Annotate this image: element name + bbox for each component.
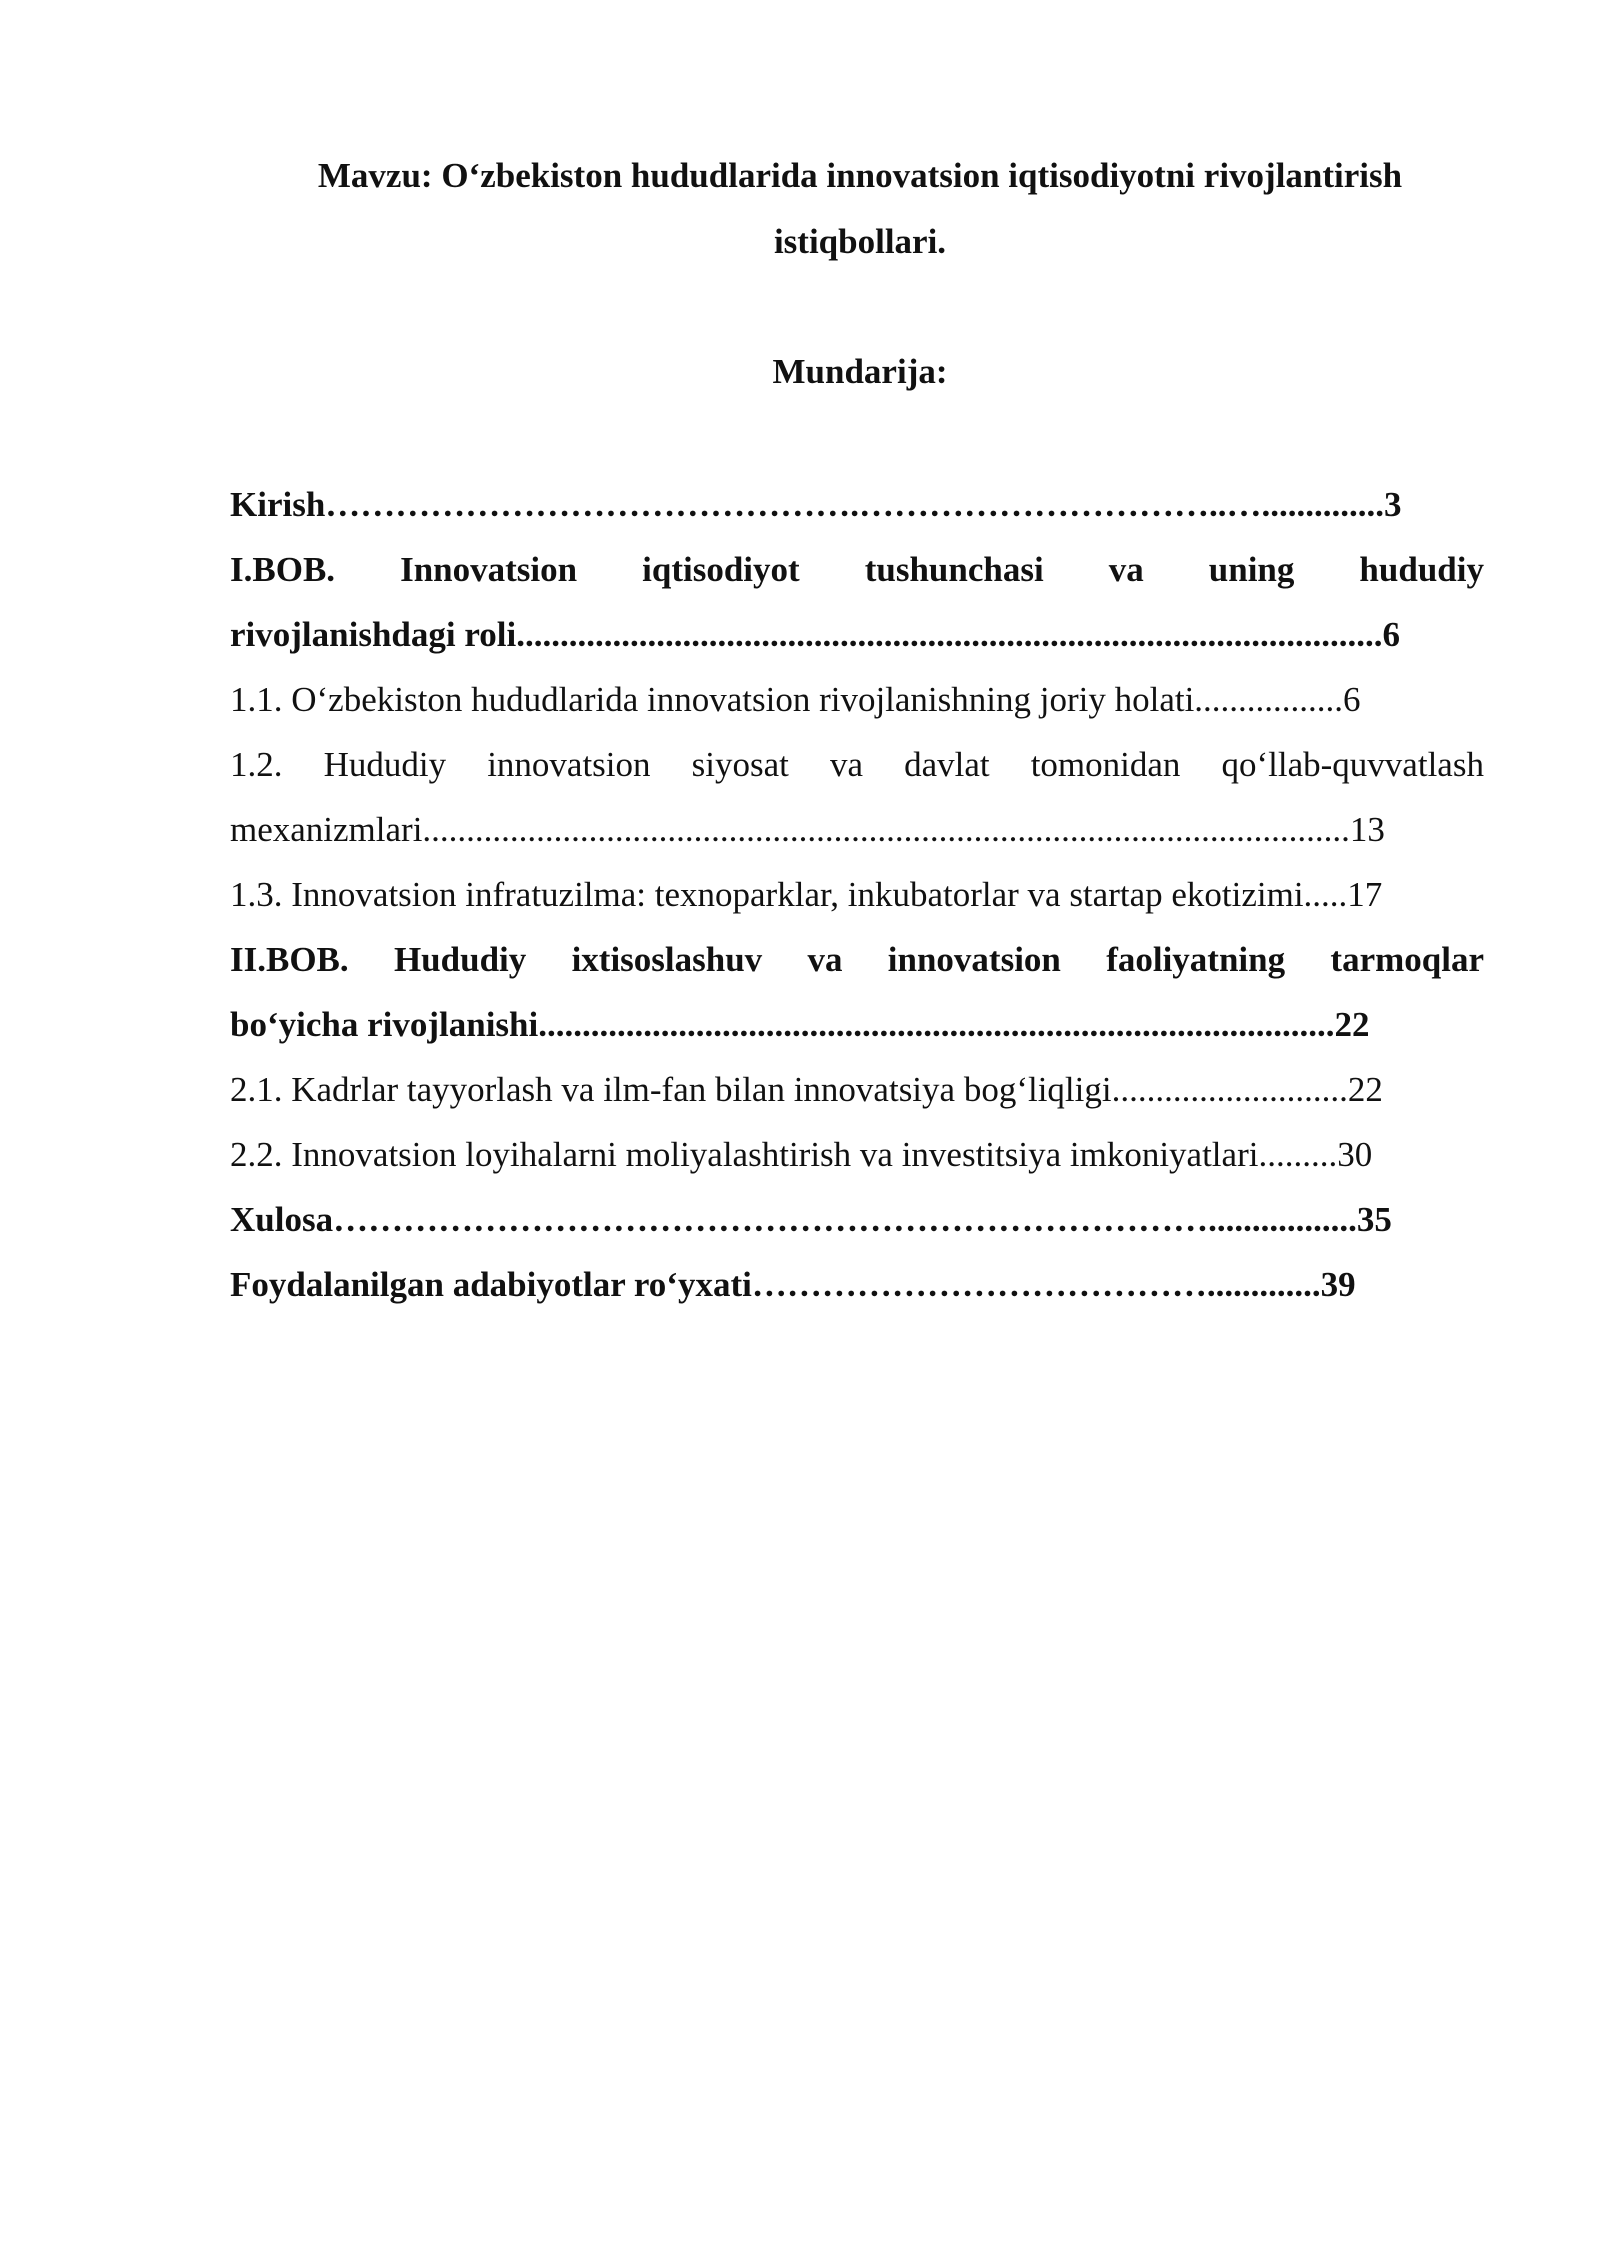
toc-entry-bob2-line-2: bo‘yicha rivojlanishi...........................................................................................22 [230, 1005, 1370, 1044]
toc-entry-bob2-line-1 [230, 927, 1484, 992]
toc-word: davlat [904, 745, 990, 784]
toc-word: faoliyatning [1106, 940, 1286, 979]
toc-entry-kirish: Kirish……………………………………….…………………………..…..............3 [230, 485, 1402, 524]
toc-word: hududiy [1359, 550, 1484, 589]
toc-entry-bob1-line-1 [230, 537, 1484, 602]
toc-word: II.BOB. [230, 940, 349, 979]
toc-entry-1-1: 1.1. O‘zbekiston hududlarida innovatsion rivojlanishning joriy holati.................6 [230, 680, 1361, 719]
toc-word: iqtisodiyot [642, 550, 800, 589]
toc-entry-1-3: 1.3. Innovatsion infratuzilma: texnoparklar, inkubatorlar va startap ekotizimi.....17 [230, 875, 1383, 914]
toc-entry-xulosa: Xulosa………………………………………………………………….................35 [230, 1200, 1392, 1239]
toc-word: tarmoqlar [1330, 940, 1484, 979]
contents-heading: Mundarija: [772, 352, 948, 391]
toc-word: innovatsion [487, 745, 651, 784]
toc-word: va [807, 940, 843, 979]
topic-title-line-2: istiqbollari. [773, 222, 947, 261]
toc-word: ixtisoslashuv [571, 940, 763, 979]
toc-word: qo‘llab-quvvatlash [1221, 745, 1484, 784]
toc-word: uning [1208, 550, 1295, 589]
topic-title-line-1: Mavzu: O‘zbekiston hududlarida innovatsion iqtisodiyotni rivojlantirish [317, 156, 1403, 195]
toc-word: va [829, 745, 863, 784]
toc-entry-bob1-line-2: rivojlanishdagi roli...................................................................................................6 [230, 615, 1400, 654]
toc-entry-2-1: 2.1. Kadrlar tayyorlash va ilm-fan bilan innovatsiya bog‘liqligi...........................22 [230, 1070, 1383, 1109]
toc-word: va [1108, 550, 1144, 589]
toc-word: I.BOB. [230, 550, 336, 589]
toc-entry-adabiyotlar: Foydalanilgan adabiyotlar ro‘yxati………………………………….............39 [230, 1265, 1356, 1304]
toc-word: innovatsion [887, 940, 1061, 979]
toc-word: 1.2. [230, 745, 283, 784]
toc-word: Hududiy [323, 745, 447, 784]
toc-entry-1-2-line-2: mexanizmlari..........................................................................................................13 [230, 810, 1385, 849]
toc-entry-2-2: 2.2. Innovatsion loyihalarni moliyalashtirish va investitsiya imkoniyatlari.........30 [230, 1135, 1373, 1174]
toc-word: tushunchasi [864, 550, 1044, 589]
toc-word: Hududiy [393, 940, 527, 979]
toc-word: siyosat [691, 745, 789, 784]
toc-entry-1-2-line-1 [230, 732, 1484, 797]
toc-word: tomonidan [1030, 745, 1181, 784]
toc-word: Innovatsion [400, 550, 578, 589]
